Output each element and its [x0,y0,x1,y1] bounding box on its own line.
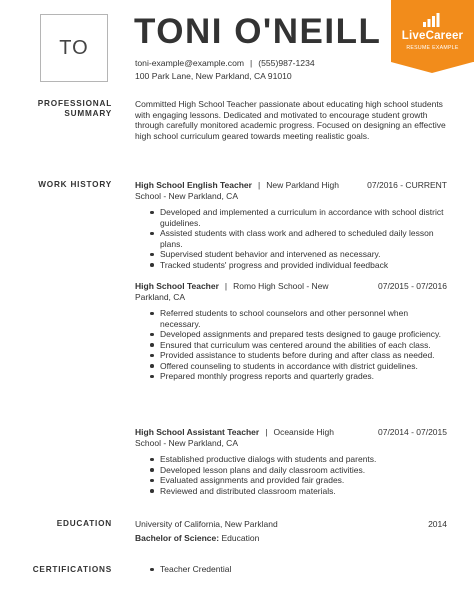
job-bullet: Offered counseling to students in accordance with district guidelines. [160,361,447,372]
livecareer-logo-text: LiveCareer [401,30,464,42]
job-employer: Romo High School - New Parkland, CA [135,281,329,302]
education-degree-row [135,531,447,545]
livecareer-logo-icon [423,13,443,27]
job-title: High School Teacher [135,281,219,291]
job-bullet: Supervised student behavior and intervened as necessary. [160,249,447,260]
section-title-education: EDUCATION [56,519,112,528]
job-header [135,281,447,302]
job-title: High School English Teacher [135,180,252,190]
professional-summary-text: Committed High School Teacher passionate about educating high school students with engaging lessons. Dedicated and motivated to encourage student growth through carefully monitored academic progress. Focused on designing an effective high school curriculum geared towards meeting realistic goals. [135,99,446,141]
section-title-summary: PROFESSIONAL SUMMARY [37,99,112,119]
job-bullet: Provided assistance to students before during and after class as needed. [160,350,447,361]
contact-separator: | [250,58,253,68]
contact-email: toni-example@example.com [135,58,245,68]
certifications-list [135,564,447,575]
job-bullet: Evaluated assignments and provided fair grades. [160,475,447,486]
certification-item: Teacher Credential [160,564,447,575]
livecareer-badge [391,0,474,62]
job-bullet: Ensured that curriculum was centered around the abilities of each class. [160,340,447,351]
job-bullet: Established productive dialogs with students and parents. [160,454,447,465]
job-separator: | [224,281,228,291]
job-header [135,180,447,201]
education-field: Education [221,533,260,543]
job-bullet: Assisted students with class work and adhered to scheduled daily lesson plans. [160,228,447,249]
education-degree: Bachelor of Science [135,533,217,543]
monogram-initials: TO [59,36,89,59]
job-entry [135,281,447,382]
section-title-certifications: CERTIFICATIONS [32,565,112,574]
job-employer: Oceanside High School - New Parkland, CA [135,427,334,448]
job-bullet: Developed and implemented a curriculum in accordance with school district guidelines. [160,207,447,228]
education-school-row [135,517,447,531]
education-degree-colon: : [216,533,220,543]
job-dates: 07/2015 - 07/2016 [377,281,447,291]
job-header [135,427,447,448]
education-school: University of California, New Parkland [135,519,278,529]
job-dates: 07/2016 - CURRENT [367,180,447,190]
job-bullet: Tracked students' progress and provided individual feedback [160,260,447,271]
job-entry [135,427,447,496]
job-dates: 07/2014 - 07/2015 [377,427,447,437]
job-separator: | [265,427,268,437]
job-bullet-list [135,454,447,496]
monogram-box [40,14,108,82]
job-bullet: Prepared monthly progress reports and quarterly grades. [160,371,447,382]
education-year: 2014 [428,519,447,529]
job-entry [135,180,447,270]
job-bullet: Referred students to school counselors and other personnel when necessary. [160,308,447,329]
contact-phone: (555)987-1234 [258,58,315,68]
job-separator: | [257,180,261,190]
contact-address: 100 Park Lane, New Parkland, CA 91010 [135,71,292,81]
job-employer: New Parkland High School - New Parkland, CA [135,180,339,201]
job-bullet: Developed assignments and prepared tests designed to gauge proficiency. [160,329,447,340]
job-bullet: Developed lesson plans and daily classroom activities. [160,465,447,476]
certifications-list-wrap [135,564,447,575]
contact-line-primary [135,58,315,68]
job-bullet-list [135,308,447,382]
section-title-work-history: WORK HISTORY [38,180,112,189]
job-bullet-list [135,207,447,270]
candidate-name: TONI O'NEILL [134,12,382,51]
livecareer-subtitle: RESUME EXAMPLE [406,44,459,51]
job-bullet: Reviewed and distributed classroom materials. [160,486,447,497]
job-title: High School Assistant Teacher [135,427,260,437]
education-entry [135,517,447,545]
